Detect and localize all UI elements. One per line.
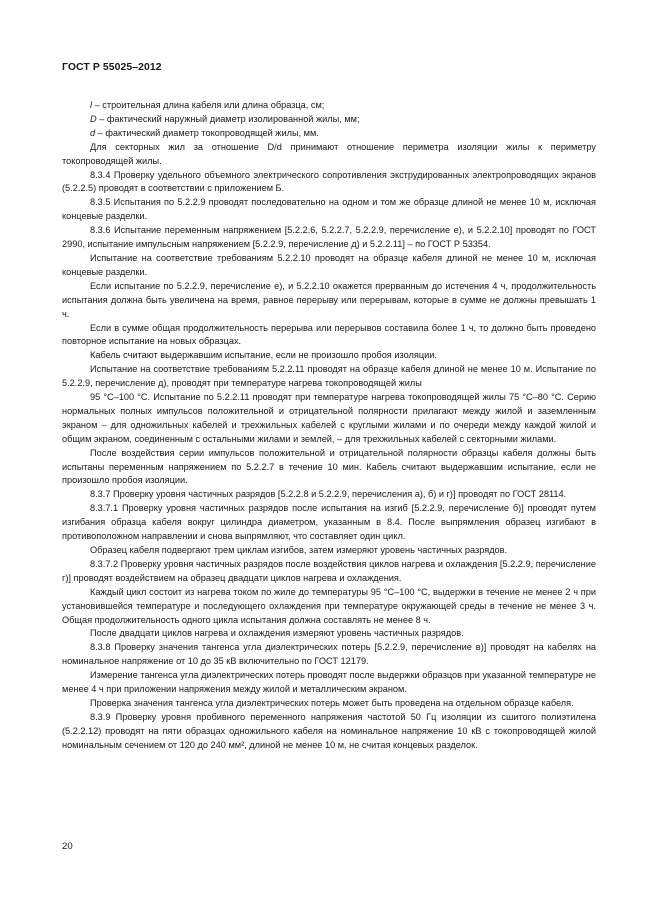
paragraph-8-3-9: 8.3.9 Проверку уровня пробивного переменного напряжения частотой 50 Гц изоляции из сшитого полиэтилена (5.2.2.12) проводят на пяти образцах одножильного кабеля на номинальное напряжение 10 кВ с токопроводящей жилой номинальным сечением от 120 до 240 мм², длиной не менее 10 м, не считая концевых разделок. <box>62 711 596 750</box>
paragraph: Испытание на соответствие требованиям 5.2.2.11 проводят на образце кабеля длиной не менее 10 м. Испытание по 5.2.2.9, перечисление д), проводят при температуре нагрева токопроводящей жилы <box>62 364 596 389</box>
document-body <box>62 99 596 753</box>
paragraph-8-3-4: 8.3.4 Проверку удельного объемного электрического сопротивления экструдированных электропроводящих экранов (5.2.2.5) проводят в соответствии с приложением Б. <box>62 169 596 194</box>
paragraph-8-3-7-1: 8.3.7.1 Проверку уровня частичных разрядов после испытания на изгиб [5.2.2.9, перечисление б)] проводят путем изгибания образца кабеля вокруг цилиндра диаметром, указанным в 8.4. После выпрямления образец изгибают в противоположном направлении и снова выпрямляют, что составляет один цикл. <box>62 503 596 542</box>
paragraph: Кабель считают выдержавшим испытание, если не произошло пробоя изоляции. <box>90 350 437 361</box>
symbol-l: l <box>90 100 93 110</box>
paragraph-8-3-8: 8.3.8 Проверку значения тангенса угла диэлектрических потерь [5.2.2.9, перечисление в)] проводят на кабелях на номинальное напряжение от 10 до 35 кВ включительно по ГОСТ 12179. <box>62 642 596 667</box>
document-header: ГОСТ Р 55025–2012 <box>62 62 162 73</box>
paragraph: Если испытание по 5.2.2.9, перечисление е), и 5.2.2.10 окажется прерванным до истечения 4 ч, продолжительность испытания должна быть увеличена на время, равное перерыву или перерывам, которые в сумме не должны превышать 1 ч. <box>62 280 596 319</box>
paragraph: После двадцати циклов нагрева и охлаждения измеряют уровень частичных разрядов. <box>90 628 464 639</box>
paragraph: После воздействия серии импульсов положительной и отрицательной полярности образцы кабеля должны быть испытаны переменным напряжением по 5.2.2.7 в течение 10 мин. Кабель считают выдержавшим испытание, если не произошло пробоя изоляции. <box>62 447 596 486</box>
symbol-definitions <box>62 99 596 141</box>
paragraph: Испытание на соответствие требованиям 5.2.2.10 проводят на образце кабеля длиной не менее 10 м, исключая концевые разделки. <box>62 252 596 277</box>
definition-D: D – фактический наружный диаметр изолированной жилы, мм; <box>90 113 360 124</box>
paragraph-8-3-5: 8.3.5 Испытания по 5.2.2.9 проводят последовательно на одном и том же образце длиной не менее 10 м, исключая концевые разделки. <box>62 197 596 222</box>
paragraph-8-3-7: 8.3.7 Проверку уровня частичных разрядов [5.2.2.8 и 5.2.2.9, перечисления а), б) и г)] проводят по ГОСТ 28114. <box>90 489 567 500</box>
page-number: 20 <box>62 841 73 852</box>
paragraph: Для секторных жил за отношение D/d принимают отношение периметра изоляции жилы к периметру токопроводящей жилы. <box>62 141 596 166</box>
paragraph: Каждый цикл состоит из нагрева током по жиле до температуры 95 °C–100 °C, выдержки в течение не менее 2 ч при установившейся температуре и последующего охлаждения при температуре окружающей среды в течение не менее 3 ч. Общая продолжительность одного цикла испытания должна составлять не менее 8 ч. <box>62 586 596 625</box>
paragraph: Измерение тангенса угла диэлектрических потерь проводят после выдержки образцов при указанной температуре не менее 4 ч при приложении напряжения между жилой и металлическим экраном. <box>62 670 596 695</box>
paragraph-8-3-7-2: 8.3.7.2 Проверку уровня частичных разрядов после воздействия циклов нагрева и охлаждения [5.2.2.9, перечисление г)] проводят воздействием на образец двадцати циклов нагрева и охлаждения. <box>62 558 596 583</box>
paragraph: Проверка значения тангенса угла диэлектрических потерь может быть проведена на отдельном образце кабеля. <box>90 697 574 708</box>
symbol-D: D <box>90 113 97 124</box>
definition-d: d – фактический диаметр токопроводящей жилы, мм. <box>90 127 319 138</box>
paragraph: Если в сумме общая продолжительность перерыва или перерывов составила более 1 ч, то должно быть проведено повторное испытание на новых образцах. <box>62 322 596 347</box>
symbol-d: d <box>90 127 96 138</box>
paragraph: Образец кабеля подвергают трем циклам изгибов, затем измеряют уровень частичных разрядов. <box>90 545 508 555</box>
paragraph: 95 °C–100 °C. Испытание по 5.2.2.11 проводят при температуре нагрева токопроводящей жилы 75 °C–80 °C. Серию нормальных полных импульсов положительной и отрицательной полярности прилагают между жилой и заземленным экраном – для одножильных кабелей и трехжильных кабелей с круглыми жилами и по очереди между каждой жилой и общим экраном, соединенным с остальными жилами и землей, – для трехжильных кабелей с секторными жилами. <box>62 392 596 444</box>
paragraph-8-3-6: 8.3.6 Испытание переменным напряжением [5.2.2.6, 5.2.2.7, 5.2.2.9, перечисление е), и 5.2.2.10] проводят по ГОСТ 2990, испытание импульсным напряжением [5.2.2.9, перечисление д) и 5.2.2.11] – по ГОСТ Р 53354. <box>62 225 596 250</box>
definition-l: l – строительная длина кабеля или длина образца, см; <box>90 100 325 110</box>
